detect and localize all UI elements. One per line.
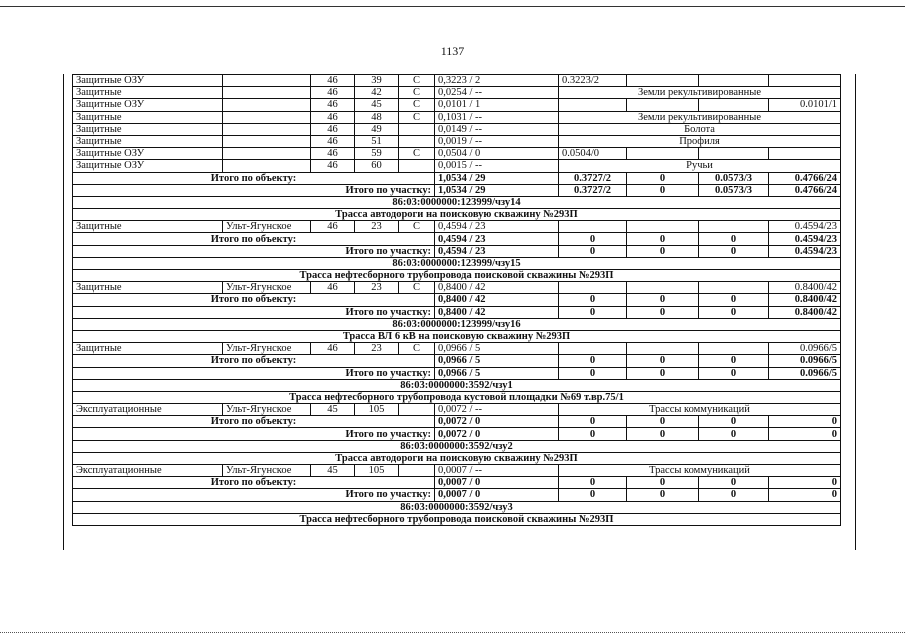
location-cell bbox=[223, 135, 311, 147]
value-cell: 0 bbox=[699, 367, 769, 379]
value-cell: 0 bbox=[627, 306, 699, 318]
land-type-label: Ручьи bbox=[559, 160, 841, 172]
location-cell bbox=[223, 75, 311, 87]
table-row bbox=[73, 428, 841, 440]
value-cell: 0 bbox=[699, 355, 769, 367]
land-type-label: Трассы коммуникаций bbox=[559, 465, 841, 477]
table-row bbox=[73, 294, 841, 306]
quarter-cell: 46 bbox=[311, 111, 355, 123]
table-row bbox=[73, 245, 841, 257]
quarter-cell: 46 bbox=[311, 135, 355, 147]
table-row bbox=[73, 330, 841, 342]
area-cell: 0,0072 / -- bbox=[435, 404, 559, 416]
section-cell: 51 bbox=[355, 135, 399, 147]
location-cell bbox=[223, 99, 311, 111]
total-label: Итого по объекту: bbox=[73, 416, 435, 428]
area-cell: 0,0101 / 1 bbox=[435, 99, 559, 111]
value-cell: 0.4594/23 bbox=[769, 233, 841, 245]
value-cell bbox=[627, 221, 699, 233]
value-cell bbox=[699, 75, 769, 87]
value-cell: 0 bbox=[627, 294, 699, 306]
location-cell bbox=[223, 123, 311, 135]
category-cell: Защитные ОЗУ bbox=[73, 99, 223, 111]
type-cell: С bbox=[399, 111, 435, 123]
area-cell: 0,0966 / 5 bbox=[435, 343, 559, 355]
quarter-cell: 46 bbox=[311, 148, 355, 160]
value-cell bbox=[559, 99, 627, 111]
value-cell bbox=[699, 148, 769, 160]
total-label: Итого по участку: bbox=[73, 428, 435, 440]
value-cell: 0.8400/42 bbox=[769, 306, 841, 318]
value-cell: 0 bbox=[559, 428, 627, 440]
value-cell: 0 bbox=[627, 367, 699, 379]
total-label: Итого по участку: bbox=[73, 306, 435, 318]
section-cell: 60 bbox=[355, 160, 399, 172]
type-cell bbox=[399, 123, 435, 135]
table-row bbox=[73, 355, 841, 367]
value-cell bbox=[627, 343, 699, 355]
location-cell bbox=[223, 111, 311, 123]
value-cell: 0 bbox=[699, 489, 769, 501]
value-cell: 0 bbox=[627, 416, 699, 428]
value-cell: 0 bbox=[559, 245, 627, 257]
value-cell: 0.3727/2 bbox=[559, 184, 627, 196]
value-cell: 0 bbox=[699, 245, 769, 257]
value-cell: 0 bbox=[699, 416, 769, 428]
value-cell: 0.0966/5 bbox=[769, 367, 841, 379]
section-header: 86:03:0000000:123999/чзу16 bbox=[73, 318, 841, 330]
value-cell: 0 bbox=[769, 416, 841, 428]
section-header: 86:03:0000000:3592/чзу1 bbox=[73, 379, 841, 391]
area-cell: 0,0966 / 5 bbox=[435, 367, 559, 379]
section-cell: 105 bbox=[355, 465, 399, 477]
section-header: Трасса нефтесборного трубопровода поисковой скважины №293П bbox=[73, 513, 841, 525]
section-cell: 23 bbox=[355, 282, 399, 294]
table-row bbox=[73, 379, 841, 391]
location-cell bbox=[223, 87, 311, 99]
category-cell: Защитные bbox=[73, 111, 223, 123]
scan-top-border bbox=[0, 6, 905, 7]
category-cell: Защитные bbox=[73, 123, 223, 135]
category-cell: Эксплуатационные bbox=[73, 465, 223, 477]
value-cell: 0.4766/24 bbox=[769, 184, 841, 196]
left-margin-line bbox=[63, 74, 64, 550]
location-cell: Ульт-Ягунское bbox=[223, 282, 311, 294]
value-cell: 0 bbox=[559, 355, 627, 367]
value-cell: 0 bbox=[699, 477, 769, 489]
value-cell: 0.0573/3 bbox=[699, 184, 769, 196]
table-row bbox=[73, 416, 841, 428]
land-type-label: Земли рекультивированные bbox=[559, 87, 841, 99]
table-row bbox=[73, 196, 841, 208]
quarter-cell: 46 bbox=[311, 87, 355, 99]
table-row bbox=[73, 257, 841, 269]
type-cell bbox=[399, 135, 435, 147]
table-row bbox=[73, 123, 841, 135]
land-plot-table bbox=[72, 74, 841, 526]
value-cell bbox=[559, 282, 627, 294]
section-cell: 105 bbox=[355, 404, 399, 416]
area-cell: 0,0072 / 0 bbox=[435, 428, 559, 440]
table-row bbox=[73, 148, 841, 160]
table-row bbox=[73, 452, 841, 464]
table-row bbox=[73, 465, 841, 477]
value-cell: 0 bbox=[559, 477, 627, 489]
total-label: Итого по объекту: bbox=[73, 172, 435, 184]
value-cell: 0.0504/0 bbox=[559, 148, 627, 160]
quarter-cell: 45 bbox=[311, 404, 355, 416]
value-cell: 0.4594/23 bbox=[769, 221, 841, 233]
page-number: 1137 bbox=[440, 44, 465, 58]
value-cell bbox=[627, 75, 699, 87]
value-cell: 0 bbox=[627, 172, 699, 184]
value-cell bbox=[559, 343, 627, 355]
total-label: Итого по объекту: bbox=[73, 355, 435, 367]
table-row bbox=[73, 209, 841, 221]
quarter-cell: 45 bbox=[311, 465, 355, 477]
section-cell: 48 bbox=[355, 111, 399, 123]
category-cell: Защитные bbox=[73, 221, 223, 233]
section-cell: 42 bbox=[355, 87, 399, 99]
location-cell: Ульт-Ягунское bbox=[223, 404, 311, 416]
land-type-label: Болота bbox=[559, 123, 841, 135]
value-cell bbox=[699, 282, 769, 294]
area-cell: 0,0149 / -- bbox=[435, 123, 559, 135]
table-row bbox=[73, 282, 841, 294]
scan-bottom-border bbox=[0, 632, 905, 633]
table-row bbox=[73, 172, 841, 184]
area-cell: 0,4594 / 23 bbox=[435, 233, 559, 245]
value-cell: 0 bbox=[559, 416, 627, 428]
category-cell: Защитные bbox=[73, 87, 223, 99]
area-cell: 0,4594 / 23 bbox=[435, 245, 559, 257]
section-header: Трасса ВЛ 6 кВ на поисковую скважину №293П bbox=[73, 330, 841, 342]
type-cell bbox=[399, 160, 435, 172]
area-cell: 1,0534 / 29 bbox=[435, 172, 559, 184]
section-cell: 59 bbox=[355, 148, 399, 160]
type-cell: С bbox=[399, 282, 435, 294]
area-cell: 0,0007 / 0 bbox=[435, 477, 559, 489]
area-cell: 0,1031 / -- bbox=[435, 111, 559, 123]
location-cell: Ульт-Ягунское bbox=[223, 343, 311, 355]
area-cell: 0,8400 / 42 bbox=[435, 294, 559, 306]
location-cell: Ульт-Ягунское bbox=[223, 221, 311, 233]
area-cell: 0,0015 / -- bbox=[435, 160, 559, 172]
type-cell: С bbox=[399, 148, 435, 160]
land-type-label: Трассы коммуникаций bbox=[559, 404, 841, 416]
value-cell: 0.0573/3 bbox=[699, 172, 769, 184]
value-cell: 0 bbox=[699, 294, 769, 306]
table-row bbox=[73, 184, 841, 196]
table-row bbox=[73, 477, 841, 489]
quarter-cell: 46 bbox=[311, 99, 355, 111]
quarter-cell: 46 bbox=[311, 160, 355, 172]
value-cell: 0.8400/42 bbox=[769, 282, 841, 294]
category-cell: Защитные ОЗУ bbox=[73, 75, 223, 87]
value-cell bbox=[769, 148, 841, 160]
value-cell: 0.3223/2 bbox=[559, 75, 627, 87]
value-cell: 0 bbox=[559, 489, 627, 501]
value-cell: 0.0101/1 bbox=[769, 99, 841, 111]
section-header: Трасса нефтесборного трубопровода поисковой скважины №293П bbox=[73, 270, 841, 282]
area-cell: 0,0504 / 0 bbox=[435, 148, 559, 160]
location-cell: Ульт-Ягунское bbox=[223, 465, 311, 477]
table-row bbox=[73, 513, 841, 525]
value-cell bbox=[627, 148, 699, 160]
area-cell: 0,8400 / 42 bbox=[435, 282, 559, 294]
table-row bbox=[73, 135, 841, 147]
table-row bbox=[73, 233, 841, 245]
value-cell bbox=[769, 75, 841, 87]
type-cell: С bbox=[399, 99, 435, 111]
table-row bbox=[73, 306, 841, 318]
type-cell: С bbox=[399, 343, 435, 355]
area-cell: 0,3223 / 2 bbox=[435, 75, 559, 87]
section-cell: 39 bbox=[355, 75, 399, 87]
type-cell bbox=[399, 465, 435, 477]
value-cell: 0.0966/5 bbox=[769, 343, 841, 355]
section-cell: 45 bbox=[355, 99, 399, 111]
section-cell: 49 bbox=[355, 123, 399, 135]
quarter-cell: 46 bbox=[311, 282, 355, 294]
total-label: Итого по объекту: bbox=[73, 294, 435, 306]
value-cell bbox=[699, 343, 769, 355]
total-label: Итого по объекту: bbox=[73, 477, 435, 489]
type-cell: С bbox=[399, 87, 435, 99]
value-cell: 0 bbox=[627, 489, 699, 501]
value-cell: 0 bbox=[627, 355, 699, 367]
value-cell bbox=[559, 221, 627, 233]
category-cell: Защитные bbox=[73, 135, 223, 147]
table-row bbox=[73, 343, 841, 355]
value-cell: 0 bbox=[699, 233, 769, 245]
total-label: Итого по участку: bbox=[73, 489, 435, 501]
category-cell: Защитные ОЗУ bbox=[73, 160, 223, 172]
total-label: Итого по участку: bbox=[73, 367, 435, 379]
value-cell bbox=[627, 99, 699, 111]
section-header: 86:03:0000000:3592/чзу3 bbox=[73, 501, 841, 513]
table-row bbox=[73, 99, 841, 111]
value-cell: 0.0966/5 bbox=[769, 355, 841, 367]
section-header: 86:03:0000000:3592/чзу2 bbox=[73, 440, 841, 452]
area-cell: 0,0966 / 5 bbox=[435, 355, 559, 367]
total-label: Итого по объекту: bbox=[73, 233, 435, 245]
category-cell: Эксплуатационные bbox=[73, 404, 223, 416]
type-cell bbox=[399, 404, 435, 416]
value-cell: 0 bbox=[559, 233, 627, 245]
section-header: Трасса автодороги на поисковую скважину №293П bbox=[73, 209, 841, 221]
area-cell: 0,0072 / 0 bbox=[435, 416, 559, 428]
value-cell: 0 bbox=[769, 477, 841, 489]
area-cell: 0,4594 / 23 bbox=[435, 221, 559, 233]
area-cell: 0,0007 / 0 bbox=[435, 489, 559, 501]
table-row bbox=[73, 489, 841, 501]
table-row bbox=[73, 270, 841, 282]
value-cell: 0 bbox=[559, 367, 627, 379]
value-cell: 0 bbox=[627, 477, 699, 489]
value-cell: 0 bbox=[627, 233, 699, 245]
value-cell: 0 bbox=[769, 489, 841, 501]
section-header: Трасса нефтесборного трубопровода кустовой площадки №69 т.вр.75/1 bbox=[73, 391, 841, 403]
area-cell: 0,8400 / 42 bbox=[435, 306, 559, 318]
value-cell: 0.4594/23 bbox=[769, 245, 841, 257]
value-cell: 0 bbox=[627, 428, 699, 440]
table-row bbox=[73, 318, 841, 330]
table-row bbox=[73, 75, 841, 87]
value-cell: 0.4766/24 bbox=[769, 172, 841, 184]
category-cell: Защитные bbox=[73, 343, 223, 355]
table-body bbox=[73, 75, 841, 526]
type-cell: С bbox=[399, 221, 435, 233]
category-cell: Защитные ОЗУ bbox=[73, 148, 223, 160]
table-row bbox=[73, 440, 841, 452]
value-cell: 0 bbox=[559, 294, 627, 306]
section-cell: 23 bbox=[355, 343, 399, 355]
value-cell: 0.8400/42 bbox=[769, 294, 841, 306]
land-type-label: Земли рекультивированные bbox=[559, 111, 841, 123]
table-row bbox=[73, 501, 841, 513]
total-label: Итого по участку: bbox=[73, 184, 435, 196]
value-cell: 0 bbox=[699, 428, 769, 440]
value-cell: 0 bbox=[627, 245, 699, 257]
value-cell bbox=[627, 282, 699, 294]
area-cell: 0,0019 / -- bbox=[435, 135, 559, 147]
table-row bbox=[73, 160, 841, 172]
category-cell: Защитные bbox=[73, 282, 223, 294]
section-header: 86:03:0000000:123999/чзу14 bbox=[73, 196, 841, 208]
location-cell bbox=[223, 148, 311, 160]
section-header: Трасса автодороги на поисковую скважину №293П bbox=[73, 452, 841, 464]
quarter-cell: 46 bbox=[311, 221, 355, 233]
section-cell: 23 bbox=[355, 221, 399, 233]
location-cell bbox=[223, 160, 311, 172]
table-row bbox=[73, 404, 841, 416]
table-row bbox=[73, 367, 841, 379]
value-cell: 0.3727/2 bbox=[559, 172, 627, 184]
area-cell: 0,0007 / -- bbox=[435, 465, 559, 477]
table-row bbox=[73, 111, 841, 123]
value-cell: 0 bbox=[627, 184, 699, 196]
type-cell: С bbox=[399, 75, 435, 87]
quarter-cell: 46 bbox=[311, 75, 355, 87]
quarter-cell: 46 bbox=[311, 123, 355, 135]
value-cell bbox=[699, 99, 769, 111]
value-cell: 0 bbox=[559, 306, 627, 318]
section-header: 86:03:0000000:123999/чзу15 bbox=[73, 257, 841, 269]
land-type-label: Профиля bbox=[559, 135, 841, 147]
total-label: Итого по участку: bbox=[73, 245, 435, 257]
right-margin-line bbox=[855, 74, 856, 550]
table-row bbox=[73, 87, 841, 99]
value-cell bbox=[699, 221, 769, 233]
value-cell: 0 bbox=[699, 306, 769, 318]
table-row bbox=[73, 391, 841, 403]
area-cell: 1,0534 / 29 bbox=[435, 184, 559, 196]
value-cell: 0 bbox=[769, 428, 841, 440]
table-row bbox=[73, 221, 841, 233]
quarter-cell: 46 bbox=[311, 343, 355, 355]
area-cell: 0,0254 / -- bbox=[435, 87, 559, 99]
